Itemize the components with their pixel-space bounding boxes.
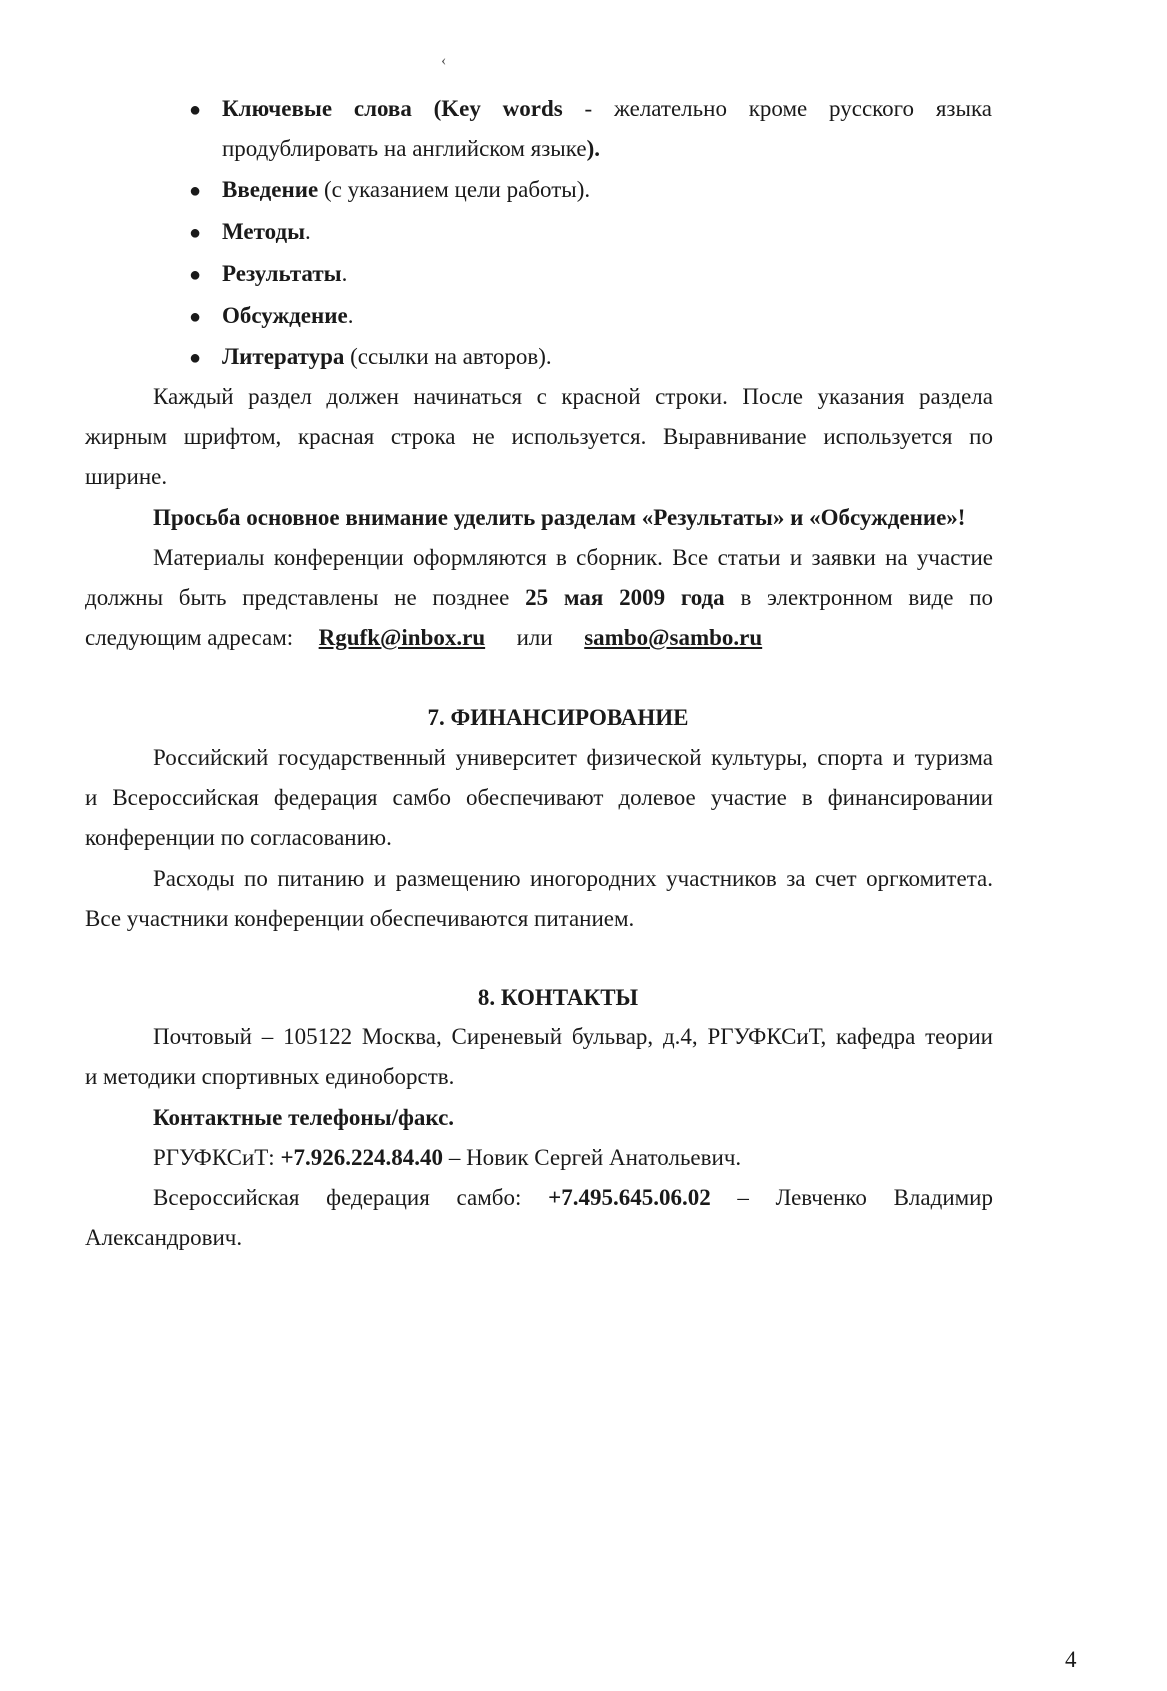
email-link-rgufk[interactable]: Rgufk@inbox.ru: [318, 625, 486, 650]
paragraph-line: конференции по согласованию.: [85, 825, 392, 850]
contact-federation: Всероссийская федерация самбо: +7.495.645.06.02 – Левченко Владимир: [153, 1185, 993, 1210]
paragraph-line: Российский государственный университет физической культуры, спорта и туризма: [153, 745, 993, 770]
paragraph-line: Каждый раздел должен начинаться с красной строки. После указания раздела: [153, 384, 993, 409]
list-item-discussion: Обсуждение.: [222, 303, 354, 328]
postal-address-cont: и методики спортивных единоборств.: [85, 1064, 455, 1089]
list-item-keywords-cont: продублировать на английском языке).: [222, 136, 600, 161]
phones-title: Контактные телефоны/факс.: [153, 1105, 455, 1130]
bullet-icon: ●: [189, 306, 202, 328]
bullet-icon: ●: [189, 347, 202, 369]
request-text: Просьба основное внимание уделить разделам «Результаты» и «Обсуждение»!: [153, 505, 966, 530]
bullet-icon: ●: [189, 222, 202, 244]
postal-address: Почтовый – 105122 Москва, Сиреневый бульвар, д.4, РГУФКСиТ, кафедра теории: [153, 1024, 993, 1049]
email-link-sambo[interactable]: sambo@sambo.ru: [584, 625, 763, 650]
section-title-financing: 7. ФИНАНСИРОВАНИЕ: [427, 705, 689, 730]
bullet-icon: ●: [189, 180, 202, 202]
paragraph-line: ширине.: [85, 464, 168, 489]
list-item-literature: Литература (ссылки на авторов).: [222, 344, 552, 369]
list-item-intro: Введение (с указанием цели работы).: [222, 177, 591, 202]
list-item-results: Результаты.: [222, 261, 348, 286]
bullet-icon: ●: [189, 264, 202, 286]
scan-mark: ‹: [441, 52, 447, 69]
page-number: 4: [1065, 1647, 1077, 1672]
paragraph-line: и Всероссийская федерация самбо обеспечивают долевое участие в финансировании: [85, 785, 993, 810]
bullet-icon: ●: [189, 99, 202, 121]
paragraph-line: Расходы по питанию и размещению иногородних участников за счет оргкомитета.: [153, 866, 993, 891]
contact-rgufk: РГУФКСиТ: +7.926.224.84.40 – Новик Сергей Анатольевич.: [153, 1145, 742, 1170]
paragraph-line: Все участники конференции обеспечиваются питанием.: [85, 906, 635, 931]
contact-federation-cont: Александрович.: [85, 1225, 243, 1250]
list-item-methods: Методы.: [222, 219, 311, 244]
paragraph-line: должны быть представлены не позднее 25 мая 2009 года в электронном виде по: [85, 585, 994, 610]
paragraph-line: следующим адресам: Rgufk@inbox.ru или sambo@sambo.ru: [85, 625, 763, 650]
section-title-contacts: 8. КОНТАКТЫ: [477, 985, 639, 1010]
list-item-keywords: Ключевые слова (Key words - желательно кроме русского языка: [222, 96, 992, 121]
paragraph-line: жирным шрифтом, красная строка не используется. Выравнивание используется по: [85, 424, 993, 449]
paragraph-line: Материалы конференции оформляются в сборник. Все статьи и заявки на участие: [153, 545, 993, 570]
